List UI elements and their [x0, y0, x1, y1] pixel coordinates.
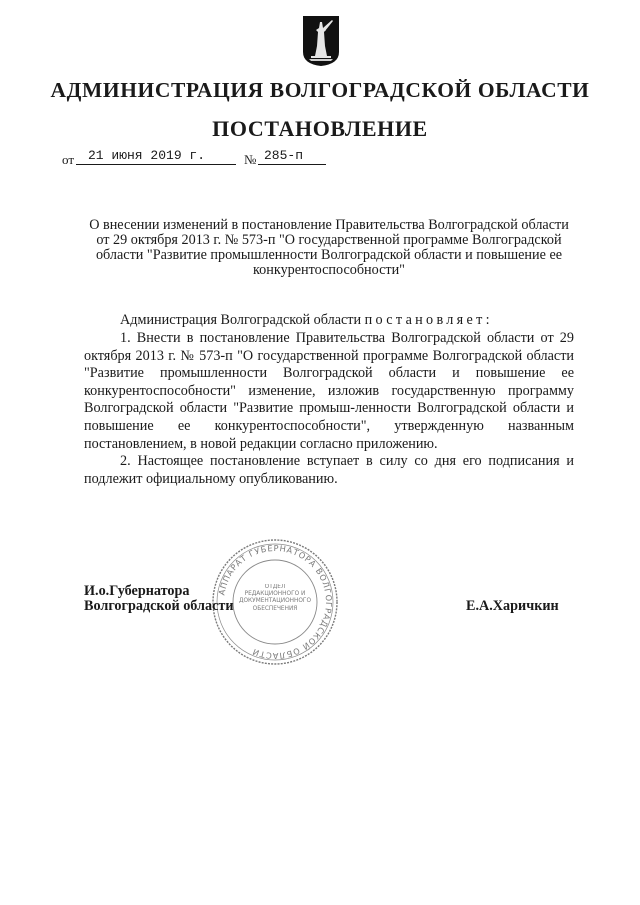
signatory-position-line-2: Волгоградской области [84, 597, 234, 614]
preamble-actor: Администрация Волгоградской области [120, 312, 362, 328]
document-number: 285-п [264, 148, 304, 163]
date-underline [76, 164, 236, 165]
coat-of-arms-emblem [303, 16, 339, 66]
signatory-name: Е.А.Харичкин [466, 598, 559, 614]
organization-title: АДМИНИСТРАЦИЯ ВОЛГОГРАДСКОЙ ОБЛАСТИ [50, 78, 590, 102]
document-subject: О внесении изменений в постановление Правительства Волгоградской области от 29 октября 2013 г. № 573-п "О государственной программе Волгоградской области "Развитие промышленности Волгоградской области и повышение ее конкурентоспособности" [89, 217, 569, 278]
document-type-title: ПОСТАНОВЛЕНИЕ [212, 116, 428, 141]
preamble-verb: постановляет: [364, 312, 493, 328]
date-from-label: от [62, 152, 75, 167]
paragraph-1: 1. Внести в постановление Правительства Волгоградской области от 29 октября 2013 г. № 573-п "О государственной программе Волгоградской области "Развитие промышленности Волгоградской области и повышение ее конкурентоспособности" изменение, изложив государственную программу Волгоградской области "Развитие промыш-ленности Волгоградской области и повышение ее конкурентоспособности", утвержденную названным постановлением, в новой редакции согласно приложению. [84, 330, 574, 452]
number-underline [258, 164, 326, 165]
number-label: № [244, 152, 257, 167]
stamp-outer-text: АППАРАТ ГУБЕРНАТОРА ВОЛГОГРАДСКОЙ ОБЛАСТИ [216, 542, 335, 662]
paragraph-2: 2. Настоящее постановление вступает в силу со дня его подписания и подлежит официальному опубликованию. [84, 453, 574, 487]
stamp-inner-text: ОТДЕЛ РЕДАКЦИОННОГО И ДОКУМЕНТАЦИОННОГО ОБЕСПЕЧЕНИЯ [238, 584, 312, 612]
preamble-line [120, 312, 493, 329]
signatory-position [84, 584, 234, 613]
document-body [84, 330, 574, 488]
document-date: 21 июня 2019 г. [88, 148, 206, 163]
signatory-position-line-1: И.о.Губернатора [84, 583, 190, 599]
